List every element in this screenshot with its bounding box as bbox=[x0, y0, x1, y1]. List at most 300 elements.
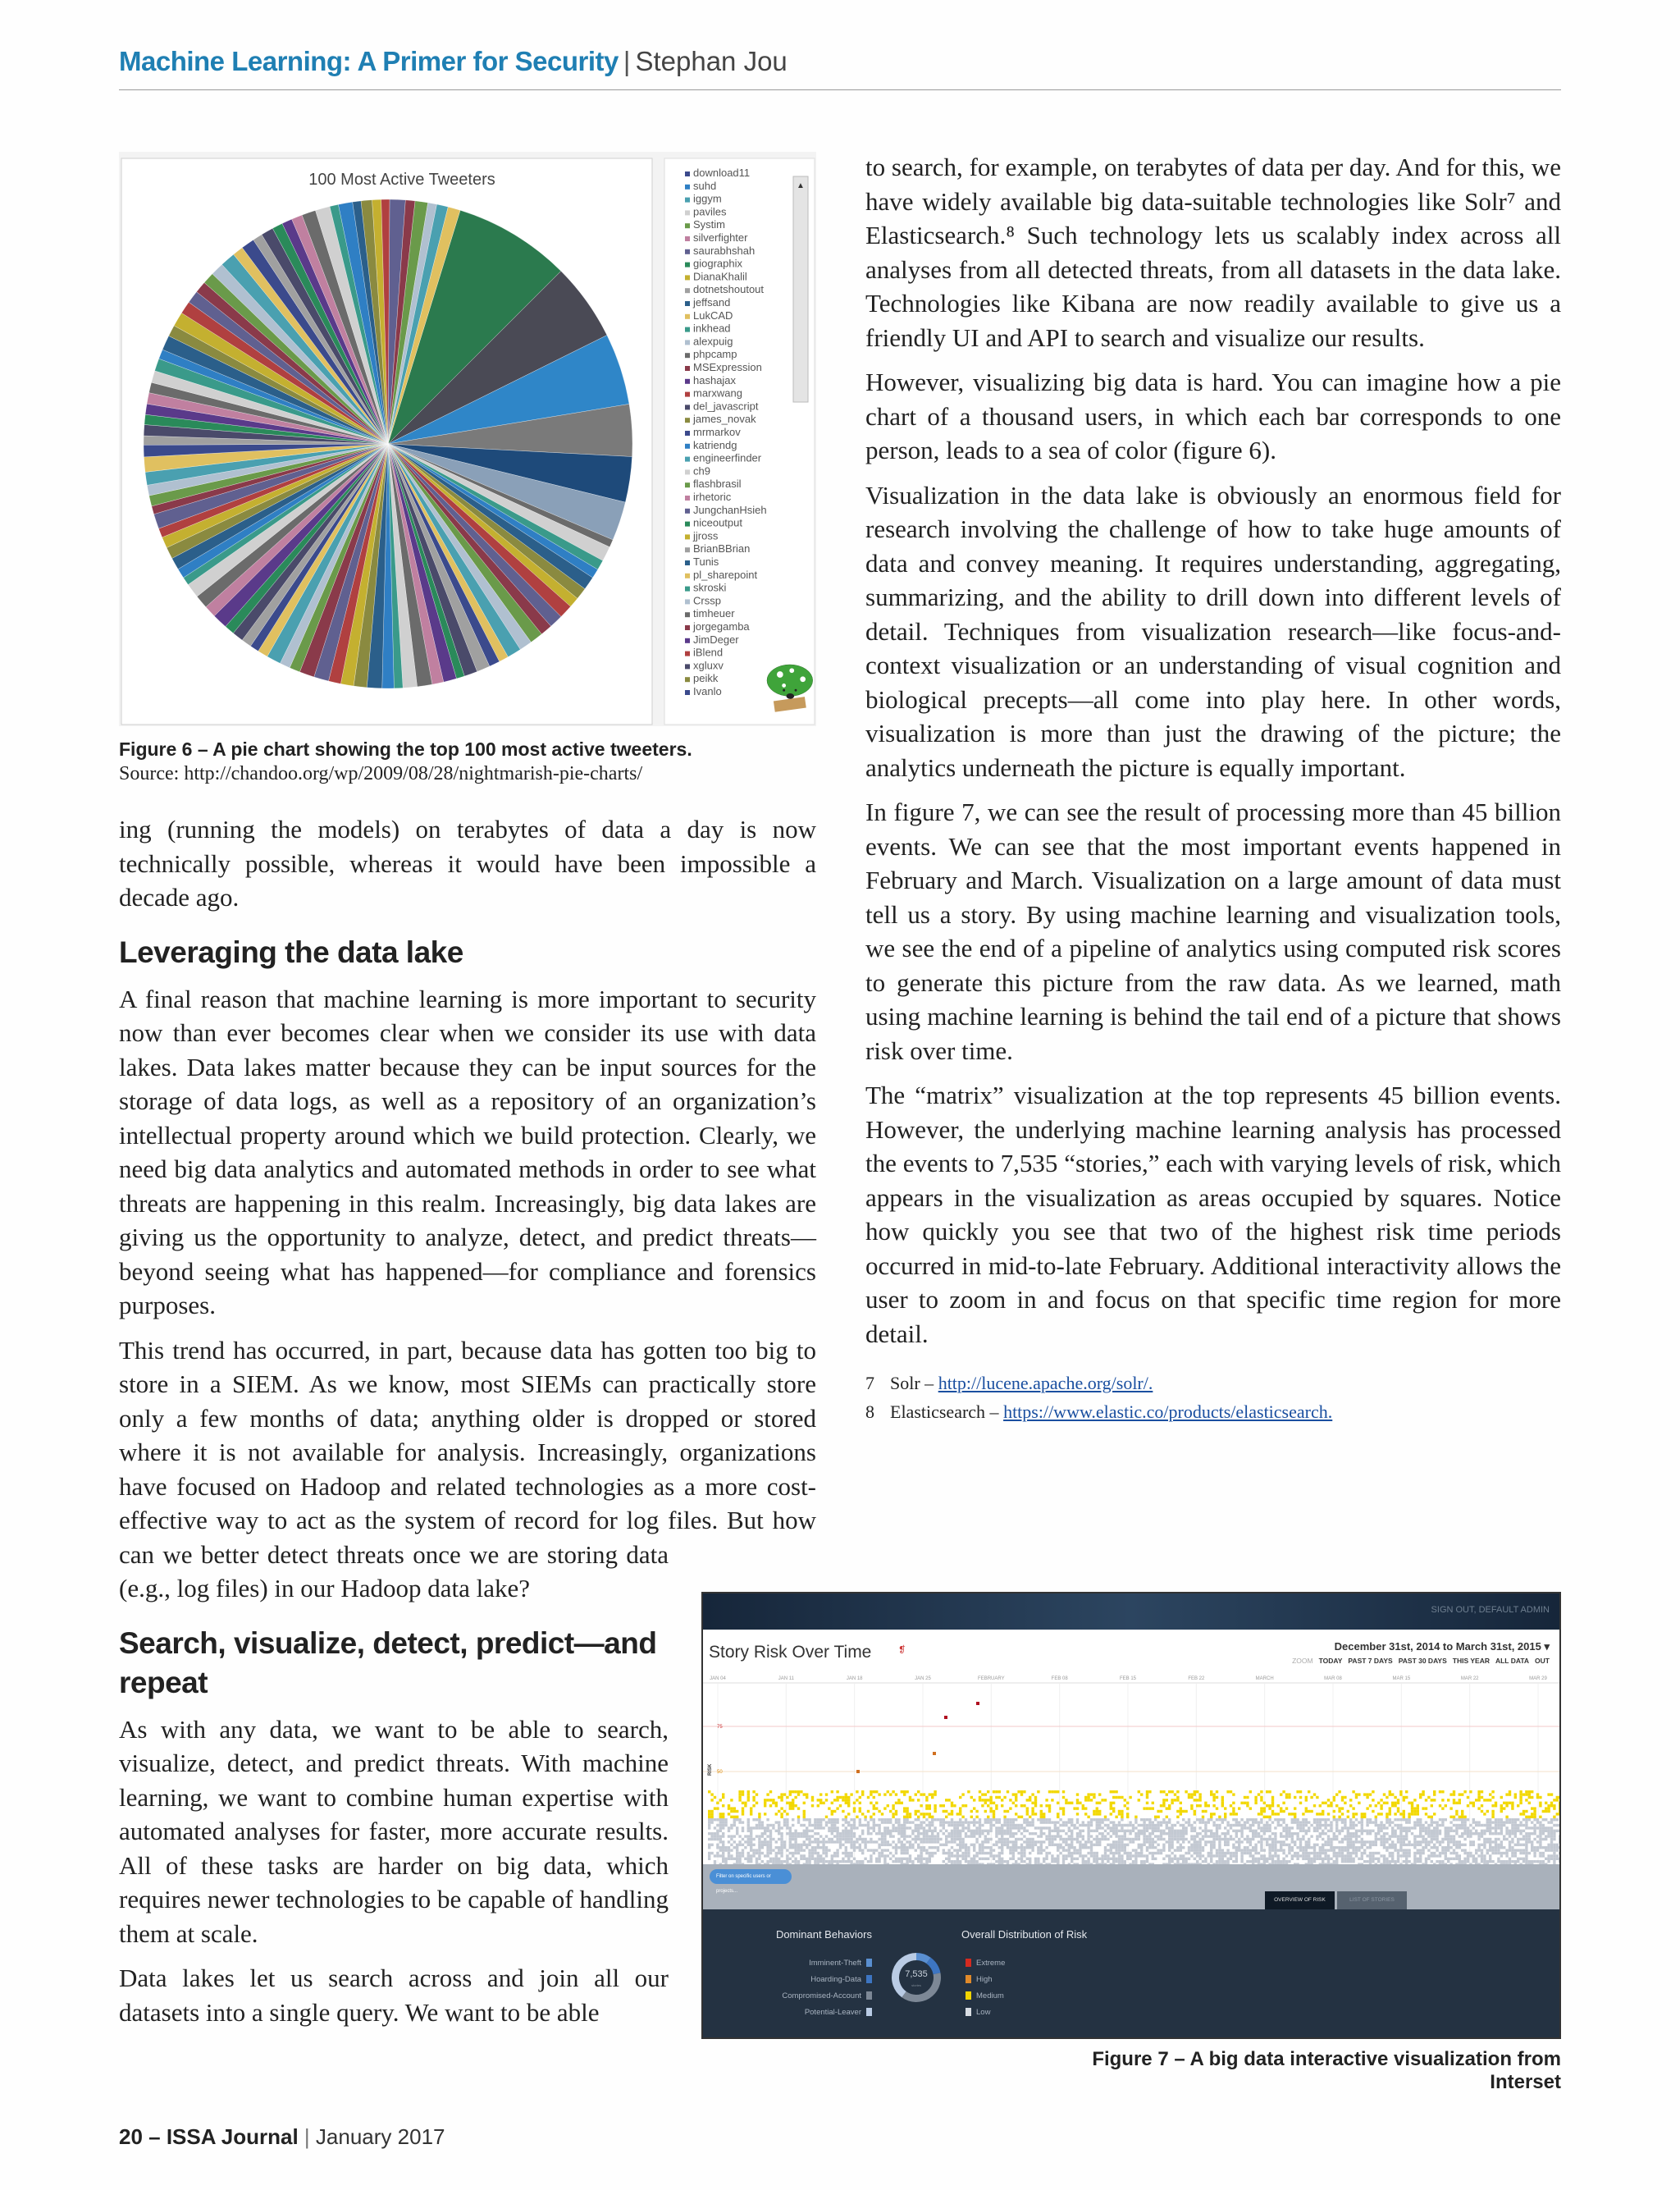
low-risk-cell bbox=[895, 1827, 897, 1829]
low-risk-cell bbox=[1124, 1846, 1126, 1849]
low-risk-cell bbox=[1425, 1838, 1427, 1840]
low-risk-cell bbox=[981, 1858, 984, 1860]
low-risk-cell bbox=[1419, 1844, 1422, 1846]
low-risk-cell bbox=[1104, 1818, 1107, 1821]
low-risk-cell bbox=[808, 1852, 810, 1854]
low-risk-cell bbox=[1093, 1818, 1095, 1821]
legend-label: Potential-Leaver bbox=[804, 2007, 861, 2017]
medium-risk-cell bbox=[1531, 1816, 1533, 1818]
low-risk-cell bbox=[742, 1852, 744, 1854]
low-risk-cell bbox=[1417, 1844, 1419, 1846]
medium-risk-cell bbox=[1238, 1807, 1240, 1809]
low-risk-cell bbox=[895, 1830, 897, 1832]
medium-risk-cell bbox=[1034, 1799, 1037, 1801]
low-risk-cell bbox=[716, 1818, 719, 1821]
low-risk-cell bbox=[947, 1858, 950, 1860]
medium-risk-cell bbox=[1065, 1799, 1067, 1801]
low-risk-cell bbox=[710, 1852, 713, 1854]
medium-risk-cell bbox=[1369, 1804, 1372, 1807]
low-risk-cell bbox=[1431, 1846, 1433, 1849]
footnote-link[interactable]: https://www.elastic.co/products/elasticsearch. bbox=[1003, 1401, 1333, 1422]
zoom-option[interactable]: THIS YEAR bbox=[1452, 1657, 1490, 1665]
low-risk-cell bbox=[1208, 1821, 1210, 1823]
tab-overview-of-risk[interactable]: OVERVIEW OF RISK bbox=[1265, 1891, 1335, 1909]
low-risk-cell bbox=[1313, 1849, 1316, 1851]
low-risk-cell bbox=[850, 1844, 852, 1846]
medium-risk-cell bbox=[1294, 1813, 1296, 1815]
low-risk-cell bbox=[828, 1860, 830, 1863]
paragraph: Data lakes let us search across and join all our datasets into a single query. We want to be able bbox=[119, 1964, 669, 2027]
medium-risk-cell bbox=[895, 1793, 897, 1795]
low-risk-cell bbox=[792, 1818, 794, 1821]
low-risk-cell bbox=[961, 1827, 964, 1829]
low-risk-cell bbox=[1062, 1840, 1065, 1843]
low-risk-cell bbox=[811, 1854, 814, 1857]
low-risk-cell bbox=[1375, 1835, 1377, 1837]
low-risk-cell bbox=[1057, 1832, 1059, 1835]
low-risk-cell bbox=[937, 1818, 939, 1821]
low-risk-cell bbox=[1282, 1844, 1285, 1846]
low-risk-cell bbox=[1449, 1846, 1452, 1849]
low-risk-cell bbox=[878, 1827, 880, 1829]
medium-risk-cell bbox=[1118, 1813, 1121, 1815]
low-risk-cell bbox=[1280, 1840, 1282, 1843]
low-risk-cell bbox=[1445, 1818, 1447, 1821]
low-risk-cell bbox=[1299, 1840, 1302, 1843]
low-risk-cell bbox=[1096, 1840, 1098, 1843]
low-risk-cell bbox=[1249, 1827, 1252, 1829]
medium-risk-cell bbox=[1031, 1807, 1034, 1809]
low-risk-cell bbox=[1459, 1860, 1461, 1863]
low-risk-cell bbox=[814, 1824, 816, 1827]
legend-scrollbar[interactable] bbox=[793, 176, 808, 402]
low-risk-cell bbox=[1341, 1846, 1344, 1849]
total-unit: stories bbox=[911, 1983, 921, 1987]
low-risk-cell bbox=[925, 1835, 928, 1837]
low-risk-cell bbox=[934, 1846, 936, 1849]
low-risk-cell bbox=[1503, 1838, 1505, 1840]
medium-risk-cell bbox=[1413, 1813, 1416, 1815]
medium-risk-cell bbox=[1280, 1807, 1282, 1809]
low-risk-cell bbox=[1380, 1854, 1382, 1857]
medium-risk-cell bbox=[780, 1813, 783, 1815]
low-risk-cell bbox=[839, 1832, 842, 1835]
low-risk-cell bbox=[800, 1858, 802, 1860]
low-risk-cell bbox=[923, 1835, 925, 1837]
legend-label: mrmarkov bbox=[693, 426, 741, 438]
low-risk-cell bbox=[750, 1840, 752, 1843]
low-risk-cell bbox=[1522, 1860, 1525, 1863]
low-risk-cell bbox=[1226, 1821, 1229, 1823]
zoom-option[interactable]: ALL DATA bbox=[1495, 1657, 1530, 1665]
high-risk-story-point[interactable] bbox=[933, 1752, 936, 1755]
high-risk-story-point[interactable] bbox=[856, 1770, 860, 1773]
medium-risk-cell bbox=[1475, 1799, 1477, 1801]
low-risk-cell bbox=[1224, 1854, 1226, 1857]
low-risk-cell bbox=[783, 1818, 786, 1821]
low-risk-cell bbox=[1260, 1818, 1262, 1821]
low-risk-cell bbox=[889, 1821, 892, 1823]
low-risk-cell bbox=[1160, 1824, 1162, 1827]
medium-risk-cell bbox=[1397, 1807, 1399, 1809]
medium-risk-cell bbox=[744, 1802, 746, 1804]
medium-risk-cell bbox=[861, 1813, 864, 1815]
low-risk-cell bbox=[1511, 1832, 1513, 1835]
low-risk-cell bbox=[1324, 1849, 1326, 1851]
paragraph: As with any data, we want to be able to search, visualize, detect, and predict threats. With machine learning, we want to combine human expertise with automated analyses for faster, more accurate results. All of these tasks are harder on big data, which requires newer technologies to be capable of handling them at scale. bbox=[119, 1714, 669, 1948]
low-risk-cell bbox=[1121, 1840, 1123, 1843]
low-risk-cell bbox=[1463, 1858, 1466, 1860]
medium-risk-cell bbox=[831, 1813, 833, 1815]
low-risk-cell bbox=[803, 1830, 806, 1832]
low-risk-cell bbox=[897, 1830, 900, 1832]
low-risk-cell bbox=[1500, 1860, 1503, 1863]
footnote-link[interactable]: http://lucene.apache.org/solr/. bbox=[938, 1373, 1153, 1393]
low-risk-cell bbox=[1308, 1846, 1310, 1849]
low-risk-cell bbox=[1556, 1824, 1559, 1827]
low-risk-cell bbox=[1062, 1860, 1065, 1863]
low-risk-cell bbox=[1182, 1860, 1185, 1863]
low-risk-cell bbox=[1539, 1824, 1541, 1827]
low-risk-cell bbox=[920, 1858, 922, 1860]
low-risk-cell bbox=[1104, 1852, 1107, 1854]
legend-label: silverfighter bbox=[693, 231, 748, 244]
low-risk-cell bbox=[1408, 1840, 1410, 1843]
low-risk-cell bbox=[1519, 1824, 1522, 1827]
low-risk-cell bbox=[1341, 1854, 1344, 1857]
low-risk-cell bbox=[772, 1824, 774, 1827]
medium-risk-cell bbox=[1491, 1816, 1494, 1818]
x-axis-label: JAN 11 bbox=[778, 1676, 794, 1681]
low-risk-cell bbox=[1271, 1854, 1274, 1857]
low-risk-cell bbox=[965, 1818, 967, 1821]
low-risk-cell bbox=[875, 1860, 878, 1863]
date-range-dropdown[interactable]: December 31st, 2014 to March 31st, 2015 ▾ bbox=[1334, 1640, 1550, 1653]
low-risk-cell bbox=[1204, 1835, 1207, 1837]
low-risk-cell bbox=[750, 1832, 752, 1835]
low-risk-cell bbox=[1068, 1835, 1071, 1837]
low-risk-cell bbox=[1216, 1852, 1218, 1854]
low-risk-cell bbox=[1525, 1840, 1527, 1843]
medium-risk-cell bbox=[1319, 1813, 1322, 1815]
low-risk-cell bbox=[1391, 1832, 1394, 1835]
low-risk-cell bbox=[1204, 1844, 1207, 1846]
medium-risk-cell bbox=[951, 1813, 953, 1815]
zoom-option[interactable]: PAST 30 DAYS bbox=[1398, 1657, 1447, 1665]
low-risk-cell bbox=[1230, 1838, 1232, 1840]
low-risk-cell bbox=[803, 1818, 806, 1821]
low-risk-cell bbox=[714, 1835, 716, 1837]
low-risk-cell bbox=[1124, 1852, 1126, 1854]
low-risk-cell bbox=[1110, 1830, 1112, 1832]
low-risk-cell bbox=[828, 1838, 830, 1840]
low-risk-cell bbox=[1427, 1824, 1430, 1827]
low-risk-cell bbox=[803, 1858, 806, 1860]
medium-risk-cell bbox=[1449, 1816, 1452, 1818]
low-risk-cell bbox=[1216, 1818, 1218, 1821]
medium-risk-cell bbox=[895, 1802, 897, 1804]
low-risk-cell bbox=[1252, 1858, 1254, 1860]
low-risk-cell bbox=[1525, 1858, 1527, 1860]
low-risk-cell bbox=[873, 1818, 875, 1821]
low-risk-cell bbox=[1182, 1824, 1185, 1827]
low-risk-cell bbox=[1447, 1835, 1449, 1837]
medium-risk-cell bbox=[1338, 1810, 1340, 1813]
low-risk-cell bbox=[895, 1821, 897, 1823]
medium-risk-cell bbox=[1453, 1790, 1455, 1793]
low-risk-cell bbox=[1112, 1846, 1115, 1849]
low-risk-cell bbox=[1408, 1854, 1410, 1857]
low-risk-cell bbox=[1218, 1827, 1221, 1829]
scroll-up-icon[interactable]: ▲ bbox=[797, 181, 805, 190]
low-risk-cell bbox=[965, 1835, 967, 1837]
low-risk-cell bbox=[1495, 1824, 1497, 1827]
low-risk-cell bbox=[1051, 1858, 1053, 1860]
low-risk-cell bbox=[1140, 1846, 1143, 1849]
low-risk-cell bbox=[1268, 1824, 1271, 1827]
low-risk-cell bbox=[1467, 1827, 1469, 1829]
low-risk-cell bbox=[1124, 1824, 1126, 1827]
low-risk-cell bbox=[903, 1852, 906, 1854]
low-risk-cell bbox=[1204, 1860, 1207, 1863]
high-risk-story-point[interactable] bbox=[944, 1716, 947, 1719]
low-risk-cell bbox=[747, 1840, 750, 1843]
medium-risk-cell bbox=[1020, 1804, 1023, 1807]
low-risk-cell bbox=[1366, 1818, 1368, 1821]
low-risk-cell bbox=[817, 1858, 819, 1860]
legend-label: engineerfinder bbox=[693, 451, 762, 464]
medium-risk-cell bbox=[897, 1802, 900, 1804]
low-risk-cell bbox=[1101, 1835, 1103, 1837]
low-risk-cell bbox=[1308, 1838, 1310, 1840]
low-risk-cell bbox=[1268, 1844, 1271, 1846]
filter-input[interactable]: Filter on specific users or projects... bbox=[710, 1869, 792, 1884]
low-risk-cell bbox=[1045, 1854, 1048, 1857]
medium-risk-cell bbox=[1062, 1807, 1065, 1809]
low-risk-cell bbox=[1224, 1827, 1226, 1829]
low-risk-cell bbox=[747, 1827, 750, 1829]
low-risk-cell bbox=[853, 1840, 856, 1843]
medium-risk-cell bbox=[1023, 1804, 1025, 1807]
low-risk-cell bbox=[943, 1849, 945, 1851]
medium-risk-cell bbox=[1093, 1810, 1095, 1813]
low-risk-cell bbox=[1059, 1818, 1061, 1821]
low-risk-cell bbox=[761, 1840, 764, 1843]
low-risk-cell bbox=[1194, 1846, 1196, 1849]
medium-risk-cell bbox=[1076, 1802, 1079, 1804]
legend-swatch bbox=[685, 185, 690, 190]
low-risk-cell bbox=[1246, 1840, 1249, 1843]
low-risk-cell bbox=[943, 1852, 945, 1854]
low-risk-cell bbox=[979, 1821, 981, 1823]
low-risk-cell bbox=[1302, 1858, 1304, 1860]
medium-risk-cell bbox=[1505, 1816, 1508, 1818]
legend-label: saurabhshah bbox=[693, 244, 756, 257]
low-risk-cell bbox=[1252, 1824, 1254, 1827]
low-risk-cell bbox=[864, 1846, 866, 1849]
low-risk-cell bbox=[883, 1830, 886, 1832]
low-risk-cell bbox=[1121, 1846, 1123, 1849]
medium-risk-cell bbox=[1352, 1813, 1354, 1815]
medium-risk-cell bbox=[934, 1804, 936, 1807]
low-risk-cell bbox=[747, 1858, 750, 1860]
medium-risk-cell bbox=[1533, 1816, 1536, 1818]
medium-risk-cell bbox=[1277, 1813, 1280, 1815]
low-risk-cell bbox=[1327, 1860, 1330, 1863]
low-risk-cell bbox=[1138, 1835, 1140, 1837]
low-risk-cell bbox=[1252, 1854, 1254, 1857]
low-risk-cell bbox=[722, 1858, 724, 1860]
low-risk-cell bbox=[1210, 1844, 1212, 1846]
low-risk-cell bbox=[769, 1849, 772, 1851]
legend-label: giographix bbox=[693, 257, 742, 270]
low-risk-cell bbox=[1445, 1835, 1447, 1837]
medium-risk-cell bbox=[845, 1796, 847, 1799]
low-risk-cell bbox=[1240, 1830, 1243, 1832]
low-risk-cell bbox=[744, 1846, 746, 1849]
medium-risk-cell bbox=[1031, 1813, 1034, 1815]
zoom-option[interactable]: OUT bbox=[1535, 1657, 1550, 1665]
low-risk-cell bbox=[1319, 1827, 1322, 1829]
low-risk-cell bbox=[1112, 1824, 1115, 1827]
low-risk-cell bbox=[1296, 1827, 1299, 1829]
low-risk-cell bbox=[897, 1860, 900, 1863]
zoom-option[interactable]: PAST 7 DAYS bbox=[1348, 1657, 1393, 1665]
low-risk-cell bbox=[881, 1832, 883, 1835]
low-risk-cell bbox=[1235, 1840, 1238, 1843]
tab-list-of-stories[interactable]: LIST OF STORIES bbox=[1337, 1891, 1407, 1909]
low-risk-cell bbox=[808, 1824, 810, 1827]
low-risk-cell bbox=[1171, 1846, 1173, 1849]
medium-risk-cell bbox=[1310, 1810, 1312, 1813]
low-risk-cell bbox=[1216, 1849, 1218, 1851]
low-risk-cell bbox=[1459, 1824, 1461, 1827]
low-risk-cell bbox=[973, 1818, 975, 1821]
medium-risk-cell bbox=[836, 1796, 838, 1799]
low-risk-cell bbox=[1316, 1858, 1318, 1860]
low-risk-cell bbox=[1509, 1858, 1511, 1860]
sign-out-link[interactable]: SIGN OUT, DEFAULT ADMIN bbox=[1431, 1605, 1550, 1615]
high-risk-story-point[interactable] bbox=[976, 1702, 979, 1705]
low-risk-cell bbox=[719, 1824, 722, 1827]
low-risk-cell bbox=[738, 1860, 741, 1863]
low-risk-cell bbox=[1204, 1840, 1207, 1843]
low-risk-cell bbox=[1138, 1838, 1140, 1840]
low-risk-cell bbox=[1291, 1818, 1294, 1821]
medium-risk-cell bbox=[1333, 1816, 1335, 1818]
low-risk-cell bbox=[1525, 1824, 1527, 1827]
low-risk-cell bbox=[1330, 1830, 1332, 1832]
low-risk-cell bbox=[1134, 1852, 1137, 1854]
low-risk-cell bbox=[984, 1835, 987, 1837]
low-risk-cell bbox=[736, 1852, 738, 1854]
info-icon[interactable]: ❡ bbox=[898, 1645, 906, 1655]
low-risk-cell bbox=[1007, 1830, 1009, 1832]
low-risk-cell bbox=[833, 1818, 836, 1821]
low-risk-cell bbox=[825, 1824, 828, 1827]
low-risk-cell bbox=[1369, 1832, 1372, 1835]
medium-risk-cell bbox=[903, 1807, 906, 1809]
low-risk-cell bbox=[1333, 1835, 1335, 1837]
low-risk-cell bbox=[1425, 1827, 1427, 1829]
medium-risk-cell bbox=[1477, 1796, 1480, 1799]
low-risk-cell bbox=[1433, 1854, 1436, 1857]
low-risk-cell bbox=[970, 1860, 973, 1863]
low-risk-cell bbox=[979, 1858, 981, 1860]
medium-risk-cell bbox=[833, 1810, 836, 1813]
medium-risk-cell bbox=[1015, 1793, 1017, 1795]
medium-risk-cell bbox=[1110, 1804, 1112, 1807]
low-risk-cell bbox=[1254, 1835, 1257, 1837]
low-risk-cell bbox=[998, 1860, 1001, 1863]
low-risk-cell bbox=[839, 1838, 842, 1840]
medium-risk-cell bbox=[1349, 1804, 1352, 1807]
low-risk-cell bbox=[1439, 1840, 1441, 1843]
low-risk-cell bbox=[1358, 1821, 1360, 1823]
low-risk-cell bbox=[1386, 1832, 1388, 1835]
low-risk-cell bbox=[1029, 1840, 1031, 1843]
low-risk-cell bbox=[789, 1840, 792, 1843]
low-risk-cell bbox=[1065, 1838, 1067, 1840]
medium-risk-cell bbox=[1043, 1813, 1045, 1815]
medium-risk-cell bbox=[738, 1799, 741, 1801]
low-risk-cell bbox=[1232, 1844, 1235, 1846]
low-risk-cell bbox=[1522, 1858, 1525, 1860]
low-risk-cell bbox=[1087, 1860, 1089, 1863]
low-risk-cell bbox=[1489, 1849, 1491, 1851]
low-risk-cell bbox=[1129, 1838, 1131, 1840]
low-risk-cell bbox=[1180, 1835, 1182, 1837]
medium-risk-cell bbox=[1115, 1790, 1117, 1793]
low-risk-cell bbox=[1126, 1824, 1129, 1827]
medium-risk-cell bbox=[1403, 1813, 1405, 1815]
low-risk-cell bbox=[1048, 1821, 1051, 1823]
low-risk-cell bbox=[724, 1858, 727, 1860]
low-risk-cell bbox=[1152, 1832, 1154, 1835]
low-risk-cell bbox=[951, 1818, 953, 1821]
low-risk-cell bbox=[1453, 1818, 1455, 1821]
low-risk-cell bbox=[1101, 1827, 1103, 1829]
low-risk-cell bbox=[1436, 1860, 1438, 1863]
low-risk-cell bbox=[1054, 1827, 1057, 1829]
medium-risk-cell bbox=[1087, 1799, 1089, 1801]
low-risk-cell bbox=[747, 1844, 750, 1846]
low-risk-cell bbox=[967, 1830, 970, 1832]
legend-label: iggym bbox=[693, 192, 722, 205]
zoom-option[interactable]: TODAY bbox=[1318, 1657, 1343, 1665]
low-risk-cell bbox=[961, 1824, 964, 1827]
low-risk-cell bbox=[1497, 1858, 1500, 1860]
medium-risk-cell bbox=[1347, 1810, 1349, 1813]
low-risk-cell bbox=[1483, 1858, 1486, 1860]
low-risk-cell bbox=[956, 1832, 959, 1835]
low-risk-cell bbox=[1505, 1821, 1508, 1823]
low-risk-cell bbox=[747, 1860, 750, 1863]
low-risk-cell bbox=[1221, 1854, 1224, 1857]
low-risk-cell bbox=[1495, 1821, 1497, 1823]
low-risk-cell bbox=[1146, 1818, 1148, 1821]
low-risk-cell bbox=[1533, 1849, 1536, 1851]
low-risk-cell bbox=[850, 1832, 852, 1835]
low-risk-cell bbox=[1431, 1852, 1433, 1854]
low-risk-cell bbox=[1107, 1824, 1109, 1827]
low-risk-cell bbox=[889, 1830, 892, 1832]
medium-risk-cell bbox=[1154, 1816, 1157, 1818]
medium-risk-cell bbox=[1439, 1790, 1441, 1793]
low-risk-cell bbox=[1210, 1854, 1212, 1857]
low-risk-cell bbox=[1539, 1830, 1541, 1832]
low-risk-cell bbox=[853, 1846, 856, 1849]
